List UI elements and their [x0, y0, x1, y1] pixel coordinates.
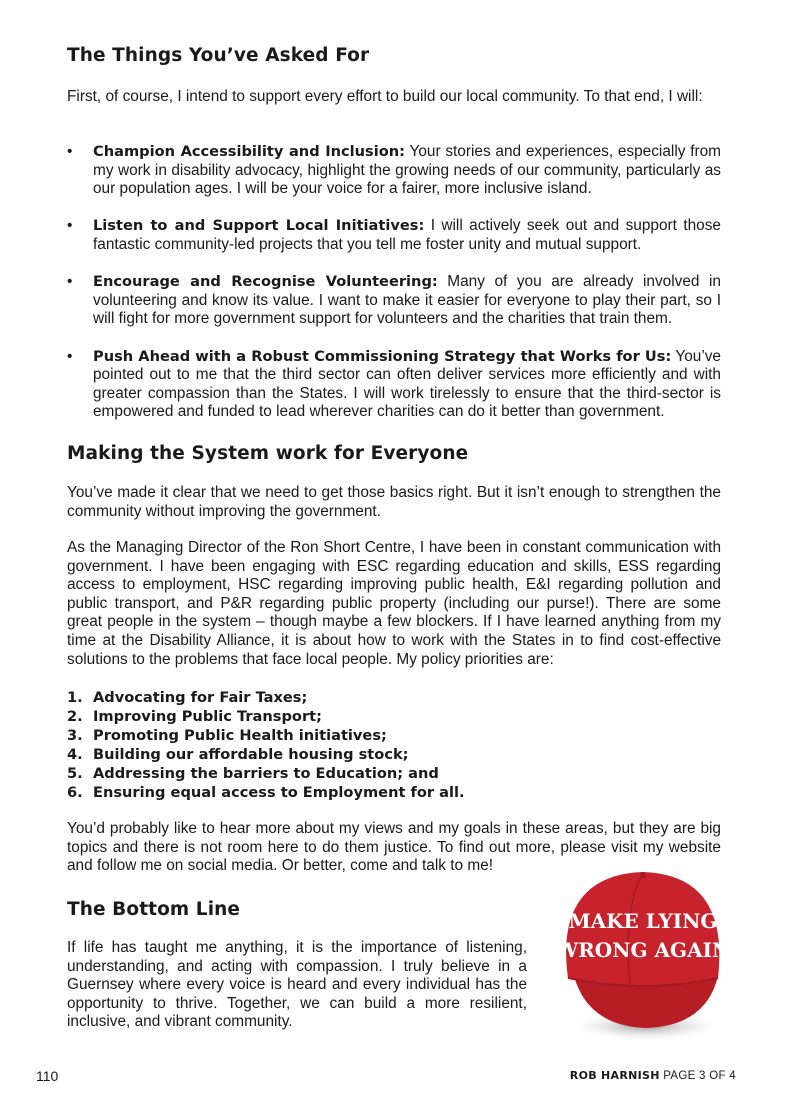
footer-author: ROB HARNISH	[569, 1069, 660, 1082]
system-paragraph-2: As the Managing Director of the Ron Short Centre, I have been in constant communication with government. I have been engaging with ESC regarding education and skills, ESS regarding access to employment, HSC regarding improving public health, E&I regarding pollution and public transport, and P&R regarding public property (including our purse!). There are some great people in the system – though maybe a few blockers. If I have learned anything from my time at the Disability Alliance, it is about how to work with the States in to find cost-effective solutions to the problems that face local people. My policy priorities are:	[67, 539, 721, 668]
list-item: 2. Improving Public Transport;	[67, 708, 322, 725]
bullet-icon: •	[67, 217, 73, 235]
list-item: • Listen to and Support Local Initiatives: I will actively seek out and support those fantastic community-led projects that you tell me foster unity and mutual support.	[67, 217, 721, 253]
page-number: 110	[36, 1068, 59, 1084]
bullet-icon: •	[67, 347, 73, 365]
section-heading-system: Making the System work for Everyone	[67, 443, 469, 464]
intro-paragraph: First, of course, I intend to support every effort to build our local community. To that end, I will:	[67, 88, 703, 105]
list-item: 5. Addressing the barriers to Education; and	[67, 765, 439, 782]
list-item: 6. Ensuring equal access to Employment for all.	[67, 784, 465, 801]
list-item: 1. Advocating for Fair Taxes;	[67, 689, 308, 706]
cap-text-line-1: MAKE LYING	[568, 909, 718, 933]
list-item: 3. Promoting Public Health initiatives;	[67, 727, 387, 744]
list-item: • Champion Accessibility and Inclusion: Your stories and experiences, especially from my work in disability advocacy, highlight the growing needs of our community, particularly as our population ages. I will be your voice for a fairer, more inclusive island.	[67, 143, 721, 198]
system-paragraph-1: You’ve made it clear that we need to get those basics right. But it isn’t enough to strengthen the community without improving the government.	[67, 484, 721, 520]
list-item: 4. Building our affordable housing stock;	[67, 746, 409, 763]
bottom-line-paragraph: If life has taught me anything, it is the importance of listening, understanding, and acting with compassion. I truly believe in a Guernsey where every voice is heard and every individual has the opportunity to thrive. Together, we can build a more resilient, inclusive, and vibrant community.	[67, 939, 527, 1031]
cap-text-line-2: WRONG AGAIN	[555, 938, 731, 962]
footer-author-page	[570, 1069, 736, 1082]
list-item: • Push Ahead with a Robust Commissioning Strategy that Works for Us: You’ve pointed out to me that the third sector can often deliver services more efficiently and with greater compassion than the States. I will work tirelessly to ensure that the third-sector is empowered and funded to lead wherever charities can do it better than government.	[67, 347, 721, 421]
section-heading-things-asked: The Things You’ve Asked For	[67, 45, 370, 66]
red-cap-image	[548, 866, 738, 1046]
bullet-icon: •	[67, 143, 73, 160]
section-heading-bottom-line: The Bottom Line	[67, 899, 241, 920]
system-paragraph-3: You’d probably like to hear more about my views and my goals in these areas, but they are big topics and there is not room here to do them justice. To find out more, please visit my website and follow me on social media. Or better, come and talk to me!	[67, 820, 721, 875]
policy-priorities-list	[67, 688, 465, 802]
commitments-list	[67, 143, 721, 441]
list-item: • Encourage and Recognise Volunteering: Many of you are already involved in volunteering and know its value. I want to make it easier for everyone to play their part, so I will fight for more government support for volunteers and the charities that train them.	[67, 273, 721, 328]
bullet-icon: •	[67, 273, 73, 291]
footer-page-label: PAGE 3 OF 4	[663, 1070, 736, 1082]
